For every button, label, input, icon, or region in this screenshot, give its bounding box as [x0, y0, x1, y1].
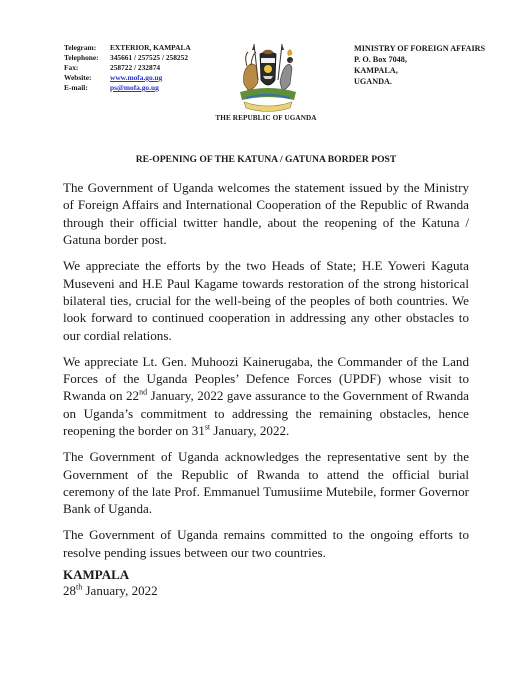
contact-label: Telephone: [64, 53, 99, 62]
document-title: RE-OPENING OF THE KATUNA / GATUNA BORDER POST [135, 154, 397, 165]
address-line: KAMPALA, [354, 66, 398, 75]
contact-row [64, 83, 191, 93]
address-line: UGANDA. [354, 77, 392, 86]
contact-block [64, 43, 191, 93]
contact-label: E-mail: [64, 83, 88, 92]
contact-value: EXTERIOR, KAMPALA [110, 43, 191, 52]
paragraph: The Government of Uganda welcomes the statement issued by the Ministry of Foreign Affairs and International Cooperation of the Republic of Rwanda through their official twitter handle, about the reopening of the Katuna / Gatuna border post. [63, 180, 469, 248]
date-day: 28 [63, 583, 76, 598]
signoff [63, 567, 158, 599]
paragraph-text: January, 2022 gave assurance to the Government of Rwanda on Uganda’s commitment to addressing the remaining obstacles, hence reopening the border on 31 [63, 388, 469, 439]
contact-row [64, 63, 191, 73]
document-body [63, 179, 469, 570]
contact-label: Telegram: [64, 43, 97, 52]
date-suffix: th [76, 582, 83, 592]
uganda-coat-of-arms-icon [230, 40, 306, 116]
contact-row [64, 53, 191, 63]
paragraph-text: January, 2022. [210, 423, 290, 439]
paragraph: The Government of Uganda acknowledges the representative sent by the Government of the Republic of Rwanda to attend the official burial ceremony of the late Prof. Emmanuel Tumusiime Mutebile, former Governor Bank of Uganda. [63, 449, 469, 517]
email-link[interactable]: ps@mofa.go.ug [110, 83, 159, 92]
contact-value: 258722 / 232874 [110, 63, 161, 72]
contact-label: Fax: [64, 63, 79, 72]
place-name: KAMPALA [63, 567, 130, 582]
paragraph-text: We appreciate Lt. Gen. Muhoozi Kainerugaba, the Commander of the Land Forces of the Uganda Peoples’ Defence Forces (UPDF) whose visit to Rwanda on 22 [63, 353, 469, 404]
contact-label: Website: [64, 73, 92, 82]
ordinal-suffix: nd [139, 388, 148, 398]
document-date [63, 583, 158, 599]
republic-label: THE REPUBLIC OF UGANDA [215, 114, 317, 122]
paragraph: The Government of Uganda remains committed to the ongoing efforts to resolve pending issues between our two countries. [63, 527, 469, 560]
ordinal-suffix: st [204, 422, 211, 432]
contact-row [64, 43, 191, 53]
contact-value: 345661 / 257525 / 258252 [110, 53, 189, 62]
date-rest: January, 2022 [82, 583, 158, 598]
paragraph [63, 353, 469, 440]
address-line: P. O. Box 7048, [354, 55, 407, 64]
address-block [354, 43, 485, 87]
paragraph: We appreciate the efforts by the two Heads of State; H.E Yoweri Kaguta Museveni and H.E Paul Kagame towards restoration of the strong historical bilateral ties, crucial for the well-being of the peoples of both countries. We look forward to continued cooperation in addressing any other obstacles to our cordial relations. [63, 258, 469, 343]
website-link[interactable]: www.mofa.go.ug [110, 73, 163, 82]
address-line: MINISTRY OF FOREIGN AFFAIRS [354, 44, 486, 53]
contact-row [64, 73, 191, 83]
